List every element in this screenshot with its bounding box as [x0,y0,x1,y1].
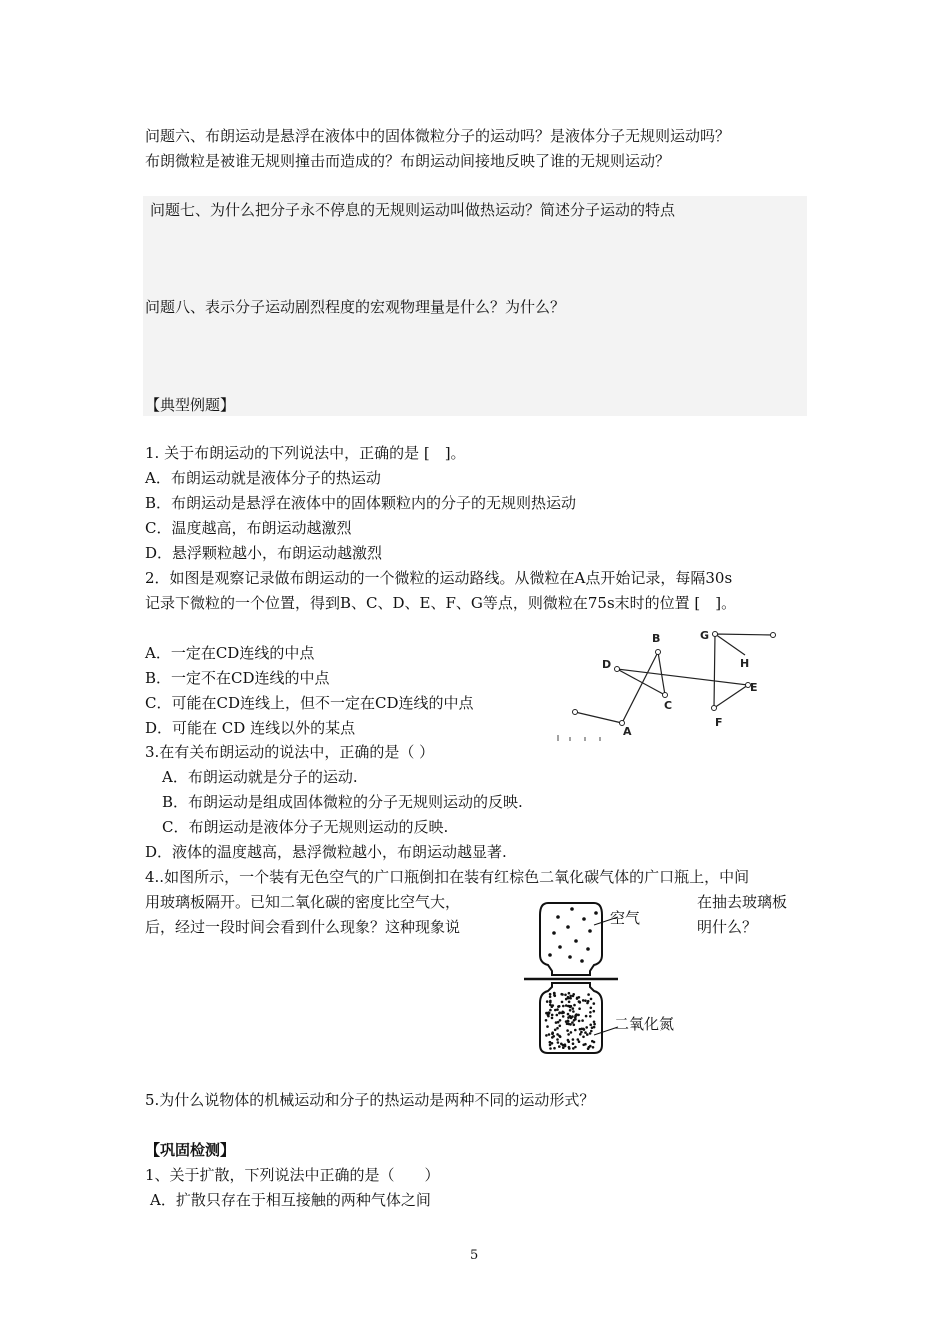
label-nitrogen-dioxide: 二氧化氮 [614,1015,675,1033]
point-end [771,633,776,638]
ex1-stem: 1. 关于布朗运动的下列说法中，正确的是 [ ]。 [145,444,466,462]
label-air: 空气 [610,909,641,927]
label-d: D [602,658,612,671]
upper-jar-air [540,903,602,975]
chk1-stem: 1、关于扩散，下列说法中正确的是（ ） [145,1166,440,1184]
ex4-line2-left: 用玻璃板隔开。已知二氧化碳的密度比空气大， [145,893,461,911]
ex4-line1: 4..如图所示，一个装有无色空气的广口瓶倒扣在装有红棕色二氧化碳气体的广口瓶上，中间 [145,868,750,886]
q7-text: 问题七、为什么把分子永不停息的无规则运动叫做热运动？简述分子运动的特点 [150,201,676,219]
label-h: H [740,657,750,670]
ex3-option-d: D．液体的温度越高，悬浮微粒越小，布朗运动越显著. [145,843,507,861]
ex5-text: 5.为什么说物体的机械运动和分子的热运动是两种不同的运动形式？ [145,1091,595,1109]
ex4-line3-right: 明什么？ [697,918,758,936]
nitrogen-dioxide-molecules [545,992,596,1050]
ex2-option-c: C．可能在CD连线上，但不一定在CD连线的中点 [145,694,474,712]
label-e: E [750,681,758,694]
ex3-option-a: A．布朗运动就是分子的运动. [162,768,358,786]
label-g: G [700,629,710,642]
ex1-option-d: D．悬浮颗粒越小，布朗运动越激烈 [145,544,383,562]
ex2-option-d: D．可能在 CD 连线以外的某点 [145,719,356,737]
brownian-path-line [575,634,773,723]
path-start-point [573,710,578,715]
label-f: F [715,716,723,729]
section-check-heading: 【巩固检测】 [145,1141,236,1159]
chk1-option-a: A．扩散只存在于相互接触的两种气体之间 [150,1191,431,1209]
q8-text: 问题八、表示分子运动剧烈程度的宏观物理量是什么？为什么？ [145,298,566,316]
point-g [713,632,718,637]
ex1-option-b: B．布朗运动是悬浮在液体中的固体颗粒内的分子的无规则热运动 [145,494,577,512]
point-f [712,706,717,711]
ex2-line2: 记录下微粒的一个位置，得到B、C、D、E、F、G等点，则微粒在75s末时的位置 [ ]。 [145,594,737,612]
ex4-line3-left: 后，经过一段时间会看到什么现象？这种现象说 [145,918,461,936]
ex2-option-a: A．一定在CD连线的中点 [145,644,315,662]
point-d [615,667,620,672]
point-b [656,650,661,655]
ex1-option-a: A．布朗运动就是液体分子的热运动 [145,469,381,487]
ex3-stem: 3.在有关布朗运动的说法中，正确的是（ ） [145,743,435,761]
q6-line2: 布朗微粒是被谁无规则撞击而造成的？布朗运动间接地反映了谁的无规则运动？ [145,152,671,170]
brownian-path-figure [550,625,790,745]
page-number: 5 [470,1248,479,1263]
ex2-line1: 2．如图是观察记录做布朗运动的一个微粒的运动路线。从微粒在A点开始记录，每隔30s [145,569,733,587]
point-c [663,693,668,698]
section-examples-heading: 【典型例题】 [145,396,236,414]
q6-line1: 问题六、布朗运动是悬浮在液体中的固体微粒分子的运动吗？是液体分子无规则运动吗？ [145,127,731,145]
path-segment-gh [715,634,745,655]
ex3-option-c: C．布朗运动是液体分子无规则运动的反映. [162,818,449,836]
label-b: B [652,632,661,645]
ex2-option-b: B．一定不在CD连线的中点 [145,669,330,687]
air-molecules [548,907,598,963]
ex3-option-b: B．布朗运动是组成固体微粒的分子无规则运动的反映. [162,793,523,811]
ex1-option-c: C．温度越高，布朗运动越激烈 [145,519,352,537]
label-a: A [623,725,632,738]
label-c: C [664,699,673,712]
gas-jars-figure [510,895,690,1060]
ex4-line2-right: 在抽去玻璃板 [697,893,788,911]
